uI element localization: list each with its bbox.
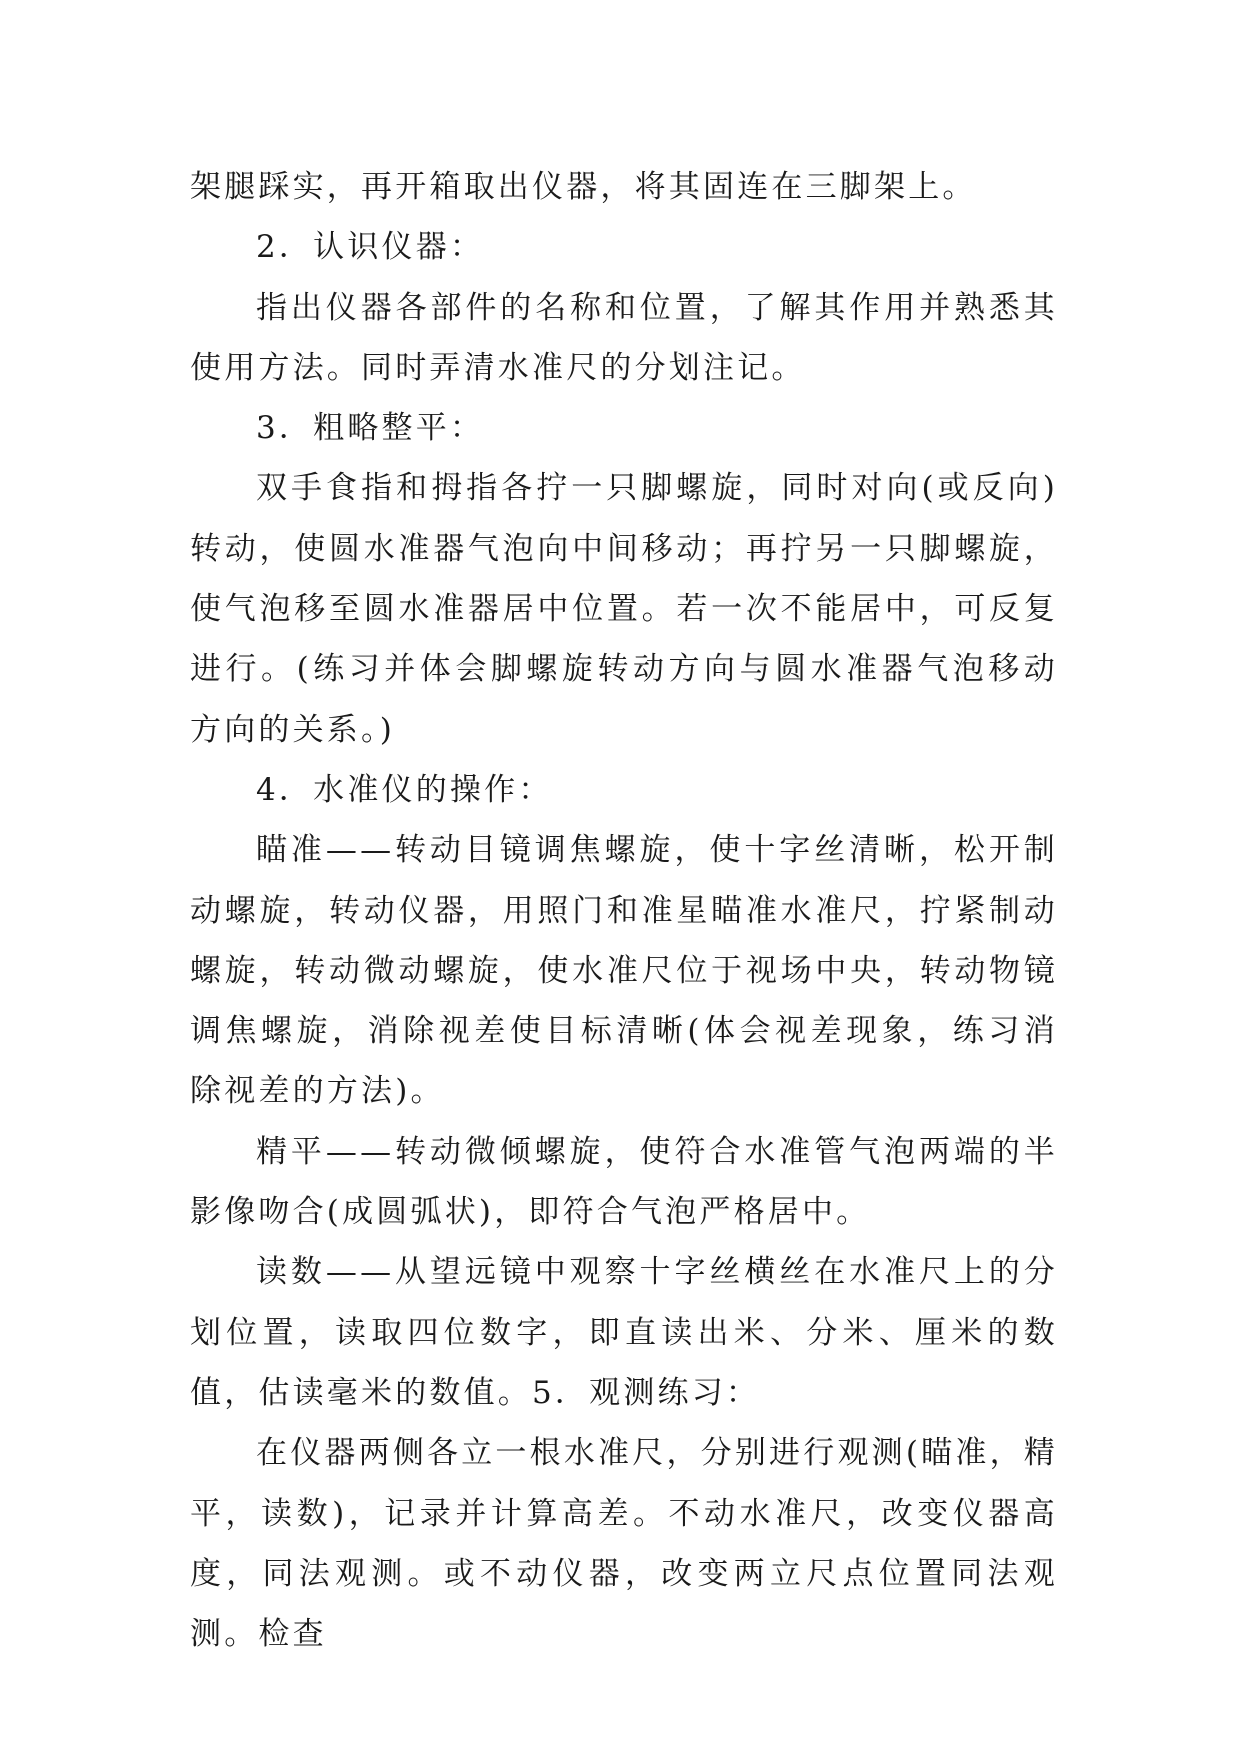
paragraph: 架腿踩实，再开箱取出仪器，将其固连在三脚架上。 — [190, 169, 977, 205]
section-heading: 2．认识仪器： — [256, 229, 485, 266]
paragraph: 指出仪器各部件的名称和位置，了解其作用并熟悉其使用方法。同时弄清水准尺的分划注记。 — [190, 289, 1058, 386]
section-heading: 3．粗略整平： — [256, 410, 485, 447]
paragraph: 在仪器两侧各立一根水准尺，分别进行观测(瞄准，精平，读数)，记录并计算高差。不动水准尺，改变仪器高度，同法观测。或不动仪器，改变两立尺点位置同法观测。检查 — [190, 1435, 1058, 1653]
paragraph: 精平——转动微倾螺旋，使符合水准管气泡两端的半影像吻合(成圆弧状)，即符合气泡严格居中。 — [190, 1133, 1058, 1231]
paragraph: 瞄准——转动目镜调焦螺旋，使十字丝清晰，松开制动螺旋，转动仪器，用照门和准星瞄准水准尺，拧紧制动螺旋，转动微动螺旋，使水准尺位于视场中央，转动物镜调焦螺旋，消除视差使目标清晰(体会视差现象，练习消除视差的方法)。 — [190, 832, 1058, 1110]
paragraph: 双手食指和拇指各拧一只脚螺旋，同时对向(或反向)转动，使圆水准器气泡向中间移动；再拧另一只脚螺旋，使气泡移至圆水准器居中位置。若一次不能居中，可反复进行。(练习并体会脚螺旋转动方向与圆水准器气泡移动方向的关系。) — [190, 470, 1058, 748]
document-body — [190, 157, 1058, 1664]
paragraph: 读数——从望远镜中观察十字丝横丝在水准尺上的分划位置，读取四位数字，即直读出米、分米、厘米的数值，估读毫米的数值。5．观测练习： — [190, 1254, 1058, 1411]
section-heading: 4．水准仪的操作： — [256, 771, 553, 808]
